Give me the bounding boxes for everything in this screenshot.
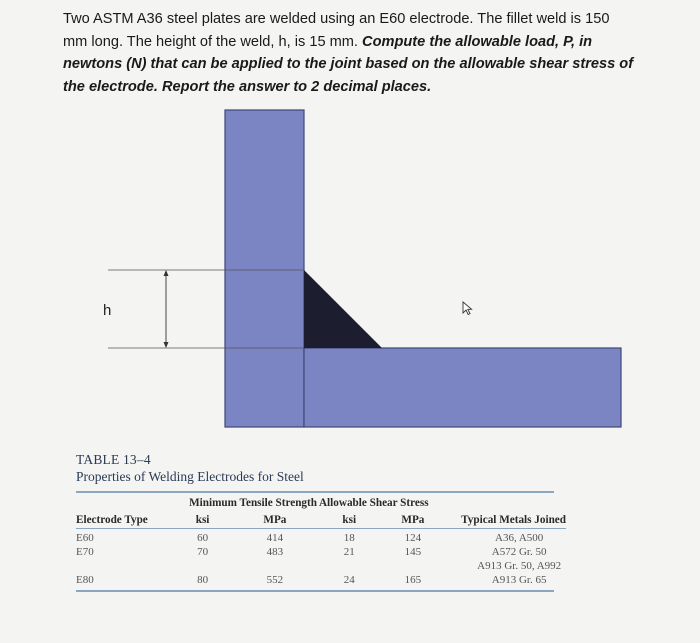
cell-shear-mpa: 165 — [404, 574, 422, 586]
tensile-group-header: Minimum Tensile Strength — [189, 497, 317, 509]
horizontal-plate — [304, 348, 621, 427]
question-line-2 — [63, 31, 663, 54]
mouse-cursor-icon — [463, 302, 472, 315]
h-label: h — [103, 302, 112, 319]
table-title: Properties of Welding Electrodes for Steel — [76, 469, 304, 484]
weld-diagram — [0, 100, 700, 440]
question-line-4: the electrode. Report the answer to 2 decimal places. — [63, 78, 432, 95]
cell-shear-ksi: 18 — [343, 532, 355, 544]
cell-shear-mpa: 145 — [404, 546, 422, 558]
table-row — [76, 529, 566, 546]
cell-metals: A572 Gr. 50 — [491, 546, 547, 558]
table-number: TABLE 13–4 — [76, 452, 151, 467]
cell-tensile-ksi: 60 — [197, 532, 209, 544]
table-row — [76, 573, 566, 590]
cell-tensile-mpa: 414 — [266, 532, 284, 544]
vertical-plate — [225, 110, 304, 427]
cell-metals: A913 Gr. 65 — [491, 574, 547, 586]
cell-metals: A36, A500 — [495, 532, 544, 544]
table-row-continuation — [76, 559, 566, 573]
cell-shear-mpa: 124 — [404, 532, 422, 544]
col-header-tensile-ksi: ksi — [172, 512, 233, 529]
table-column-header-row — [76, 512, 566, 529]
cell-metals: A913 Gr. 50, A992 — [477, 560, 562, 572]
col-header-tensile-mpa: MPa — [233, 512, 317, 529]
fillet-weld — [304, 270, 382, 348]
question-text — [63, 8, 663, 98]
question-line-2-plain: mm long. The height of the weld, h, is 15 mm. — [63, 33, 363, 50]
col-header-shear-mpa: MPa — [381, 512, 444, 529]
cell-electrode-type: E70 — [76, 546, 94, 558]
cell-tensile-ksi: 80 — [197, 574, 209, 586]
cell-electrode-type: E80 — [76, 574, 94, 586]
cell-tensile-mpa: 483 — [266, 546, 284, 558]
question-line-3: newtons (N) that can be applied to the joint based on the allowable shear stress of — [63, 56, 634, 72]
col-header-electrode-type: Electrode Type — [76, 512, 172, 529]
cell-electrode-type: E60 — [76, 532, 94, 544]
shear-group-header: Allowable Shear Stress — [318, 497, 429, 509]
table-group-header-row — [76, 493, 566, 512]
h-arrow-up — [164, 270, 169, 276]
col-header-shear-ksi: ksi — [317, 512, 382, 529]
table-bottom-rule — [76, 590, 554, 592]
cell-tensile-mpa: 552 — [266, 574, 284, 586]
electrode-table — [76, 493, 566, 590]
electrode-table-block — [76, 452, 566, 592]
cell-shear-ksi: 21 — [343, 546, 355, 558]
question-line-1: Two ASTM A36 steel plates are welded using an E60 electrode. The fillet weld is 150 — [63, 11, 610, 27]
table-row — [76, 545, 566, 559]
col-header-metals: Typical Metals Joined — [444, 512, 566, 529]
question-line-2-bold: Compute the allowable load, P, in — [362, 33, 593, 50]
cell-tensile-ksi: 70 — [197, 546, 209, 558]
cell-shear-ksi: 24 — [343, 574, 355, 586]
h-arrow-down — [164, 342, 169, 348]
